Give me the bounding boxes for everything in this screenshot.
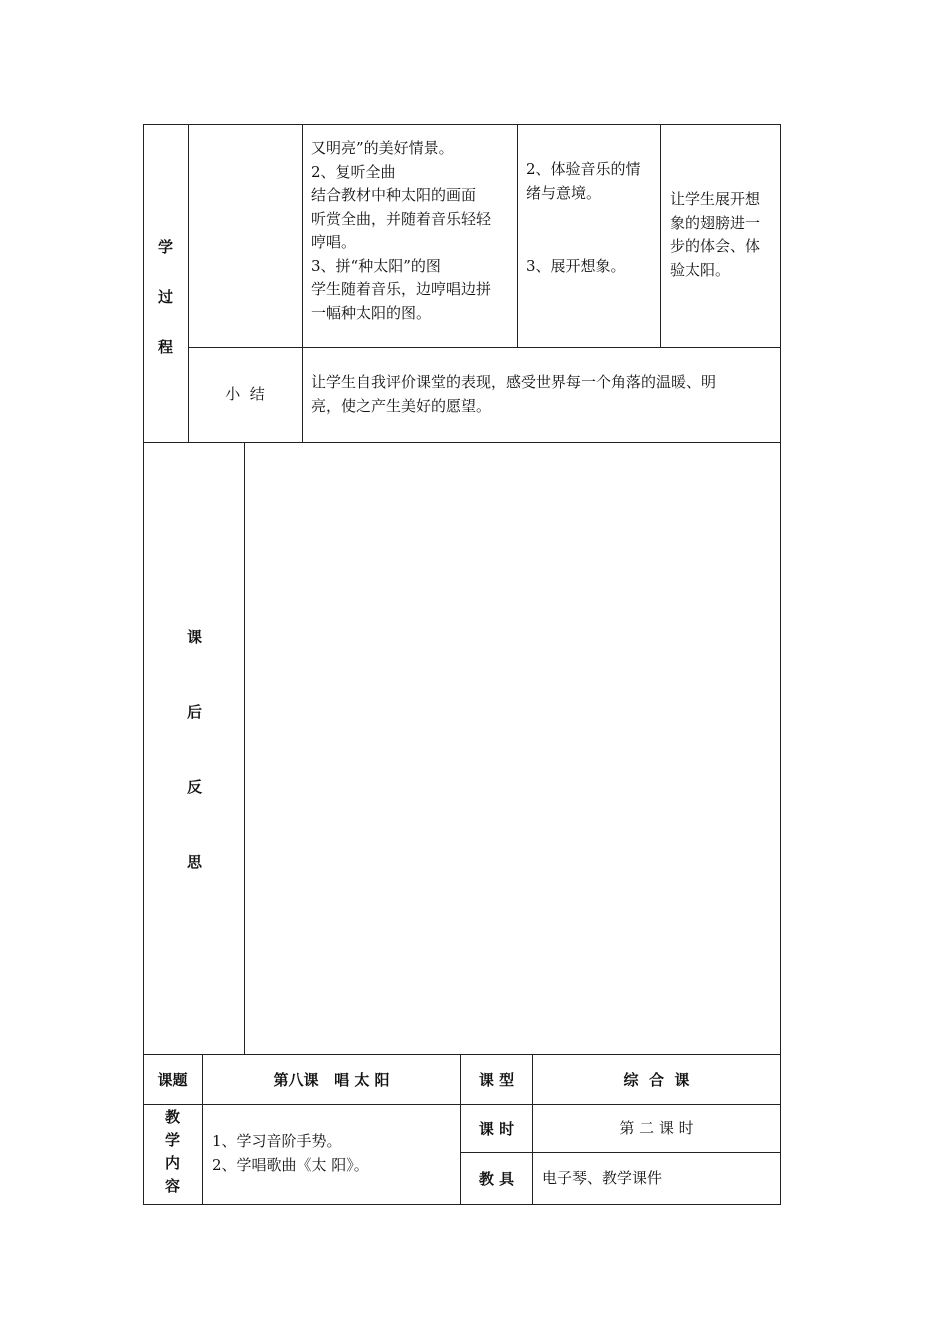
- row-divider-reflection: [143, 442, 781, 443]
- period-label: 课 时: [478, 1120, 515, 1138]
- process-line: 听赏全曲，并随着音乐轻轻: [311, 209, 492, 228]
- reflection-content: [252, 450, 772, 1046]
- col-divider-3: [517, 124, 518, 347]
- type-value: 综 合 课: [623, 1071, 690, 1089]
- intent-line: 验太阳。: [670, 260, 731, 279]
- label-char: 过: [157, 288, 173, 306]
- table-border-top: [143, 124, 781, 125]
- col-divider-2: [302, 124, 303, 443]
- content-label: [143, 1106, 202, 1198]
- process-line: 又明亮”的美好情景。: [311, 139, 454, 157]
- content-item: 1、学习音阶手势。: [212, 1132, 342, 1150]
- reflection-label: [172, 626, 217, 874]
- content-items: [212, 1130, 456, 1177]
- table-border-right: [780, 124, 781, 1205]
- summary-line: 让学生自我评价课堂的表现，感受世界每一个角落的温暖、明: [311, 373, 717, 391]
- intent-content: [670, 188, 778, 282]
- tools-value: 电子琴、教学课件: [542, 1168, 663, 1187]
- goal-line: 2、体验音乐的情: [526, 160, 641, 178]
- goal-line: 3、展开想象。: [526, 257, 626, 275]
- reflection-divider: [244, 442, 245, 1054]
- intent-line: 让学生展开想: [670, 190, 761, 208]
- label-char: 学: [157, 238, 173, 256]
- topic-label: 课题: [157, 1071, 188, 1089]
- process-row-label: [143, 236, 188, 359]
- label-char: 课: [186, 628, 202, 646]
- process-line: 2、复听全曲: [311, 162, 396, 181]
- label-char: 容: [164, 1177, 180, 1195]
- intent-line: 步的体会、体: [670, 237, 761, 255]
- goals-content: [526, 158, 658, 279]
- label-char: 学: [164, 1131, 180, 1149]
- lower-table-bottom: [143, 1204, 781, 1205]
- summary-label: 小 结: [225, 385, 265, 404]
- intent-line: 象的翅膀进一: [670, 213, 761, 232]
- period-value: 第 二 课 时: [619, 1118, 694, 1137]
- process-content: [311, 137, 515, 325]
- type-label: 课 型: [478, 1071, 515, 1089]
- process-line: 3、拼“种太阳”的图: [311, 256, 441, 275]
- tools-label: 教 具: [478, 1170, 515, 1188]
- label-char: 程: [157, 338, 173, 356]
- summary-content: [311, 371, 779, 418]
- topic-value: 第八课 唱 太 阳: [273, 1071, 390, 1089]
- process-line: 一幅种太阳的图。: [311, 303, 432, 322]
- content-item: 2、学唱歌曲《太 阳》。: [212, 1155, 369, 1174]
- process-line: 结合教材中种太阳的画面: [311, 186, 477, 204]
- process-line: 哼唱。: [311, 233, 357, 251]
- goal-line: 绪与意境。: [526, 183, 602, 202]
- summary-line: 亮，使之产生美好的愿望。: [311, 396, 492, 415]
- label-char: 教: [164, 1108, 180, 1126]
- label-char: 后: [186, 703, 202, 721]
- label-char: 反: [186, 778, 202, 796]
- label-char: 思: [186, 853, 202, 871]
- process-line: 学生随着音乐，边哼唱边拼: [311, 280, 492, 298]
- col-divider-4: [660, 124, 661, 347]
- label-char: 内: [164, 1154, 180, 1172]
